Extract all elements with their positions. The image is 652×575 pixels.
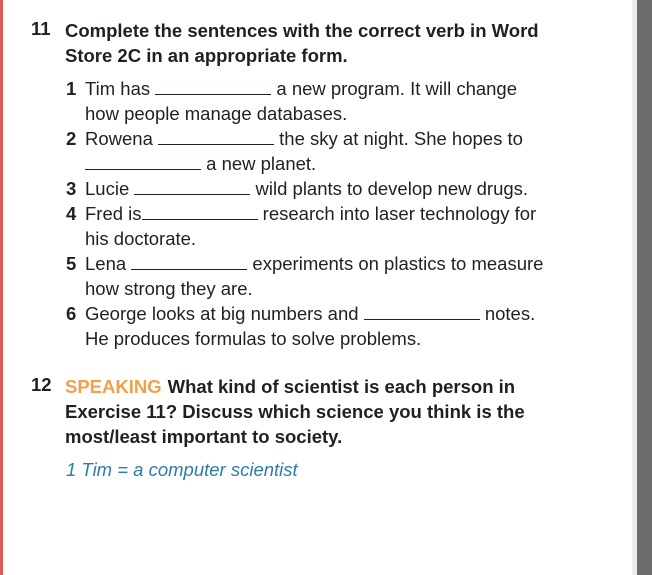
sentence-text: notes. <box>479 303 536 324</box>
left-margin-rule <box>0 0 3 575</box>
exercise-12 <box>31 374 601 449</box>
answer-blank[interactable] <box>134 176 250 195</box>
sentence-text: Rowena <box>85 128 159 149</box>
sentence-item <box>66 301 566 351</box>
exercise-number: 12 <box>31 374 52 395</box>
sentence-text: the sky at night. She hopes to <box>274 128 523 149</box>
item-number: 2 <box>66 128 77 149</box>
answer-blank[interactable] <box>85 151 201 170</box>
sentence-text: Lena <box>85 253 132 274</box>
item-number: 5 <box>66 253 77 274</box>
sentence-text: experiments on plastics to measure <box>247 253 544 274</box>
instruction-line: Store 2C in an appropriate form. <box>65 45 348 66</box>
example-answer: 1 Tim = a computer scientist <box>66 459 298 480</box>
sentence-item <box>66 251 566 301</box>
instruction-line: most/least important to society. <box>65 426 343 447</box>
answer-blank[interactable] <box>142 201 258 220</box>
page-edge-strip <box>637 0 652 575</box>
sentence-text: a new program. It will change <box>271 78 518 99</box>
sentence-text: Fred is <box>85 203 142 224</box>
sentence-text: how people manage databases. <box>85 103 348 124</box>
sentence-text: Tim has <box>85 78 156 99</box>
exercise-number: 11 <box>31 18 51 39</box>
answer-blank[interactable] <box>158 126 274 145</box>
sentence-text: He produces formulas to solve problems. <box>85 328 422 349</box>
exercise-instruction <box>65 374 601 449</box>
sentence-text: his doctorate. <box>85 228 197 249</box>
sentence-text: how strong they are. <box>85 278 253 299</box>
sentence-item <box>66 201 566 251</box>
sentence-item <box>66 176 566 201</box>
sentence-text: George looks at big numbers and <box>85 303 364 324</box>
exercise-11 <box>31 18 601 68</box>
sentence-text: a new planet. <box>201 153 317 174</box>
speaking-tag: SPEAKING <box>65 376 162 397</box>
instruction-line <box>65 374 601 399</box>
sentence-text: research into laser technology for <box>257 203 537 224</box>
item-number: 6 <box>66 303 77 324</box>
answer-blank[interactable] <box>131 251 247 270</box>
sentence-item <box>66 126 566 176</box>
exercise-instruction <box>65 18 601 68</box>
sentence-list <box>66 76 566 351</box>
sentence-text: wild plants to develop new drugs. <box>250 178 529 199</box>
item-number: 3 <box>66 178 77 199</box>
answer-blank[interactable] <box>364 301 480 320</box>
item-number: 4 <box>66 203 77 224</box>
answer-blank[interactable] <box>155 76 271 95</box>
item-number: 1 <box>66 78 77 99</box>
instruction-line: Complete the sentences with the correct verb in Word <box>65 20 539 41</box>
instruction-line: Exercise 11? Discuss which science you think is the <box>65 401 525 422</box>
sentence-text: Lucie <box>85 178 135 199</box>
sentence-item <box>66 76 566 126</box>
instruction-text: What kind of scientist is each person in <box>167 376 516 397</box>
